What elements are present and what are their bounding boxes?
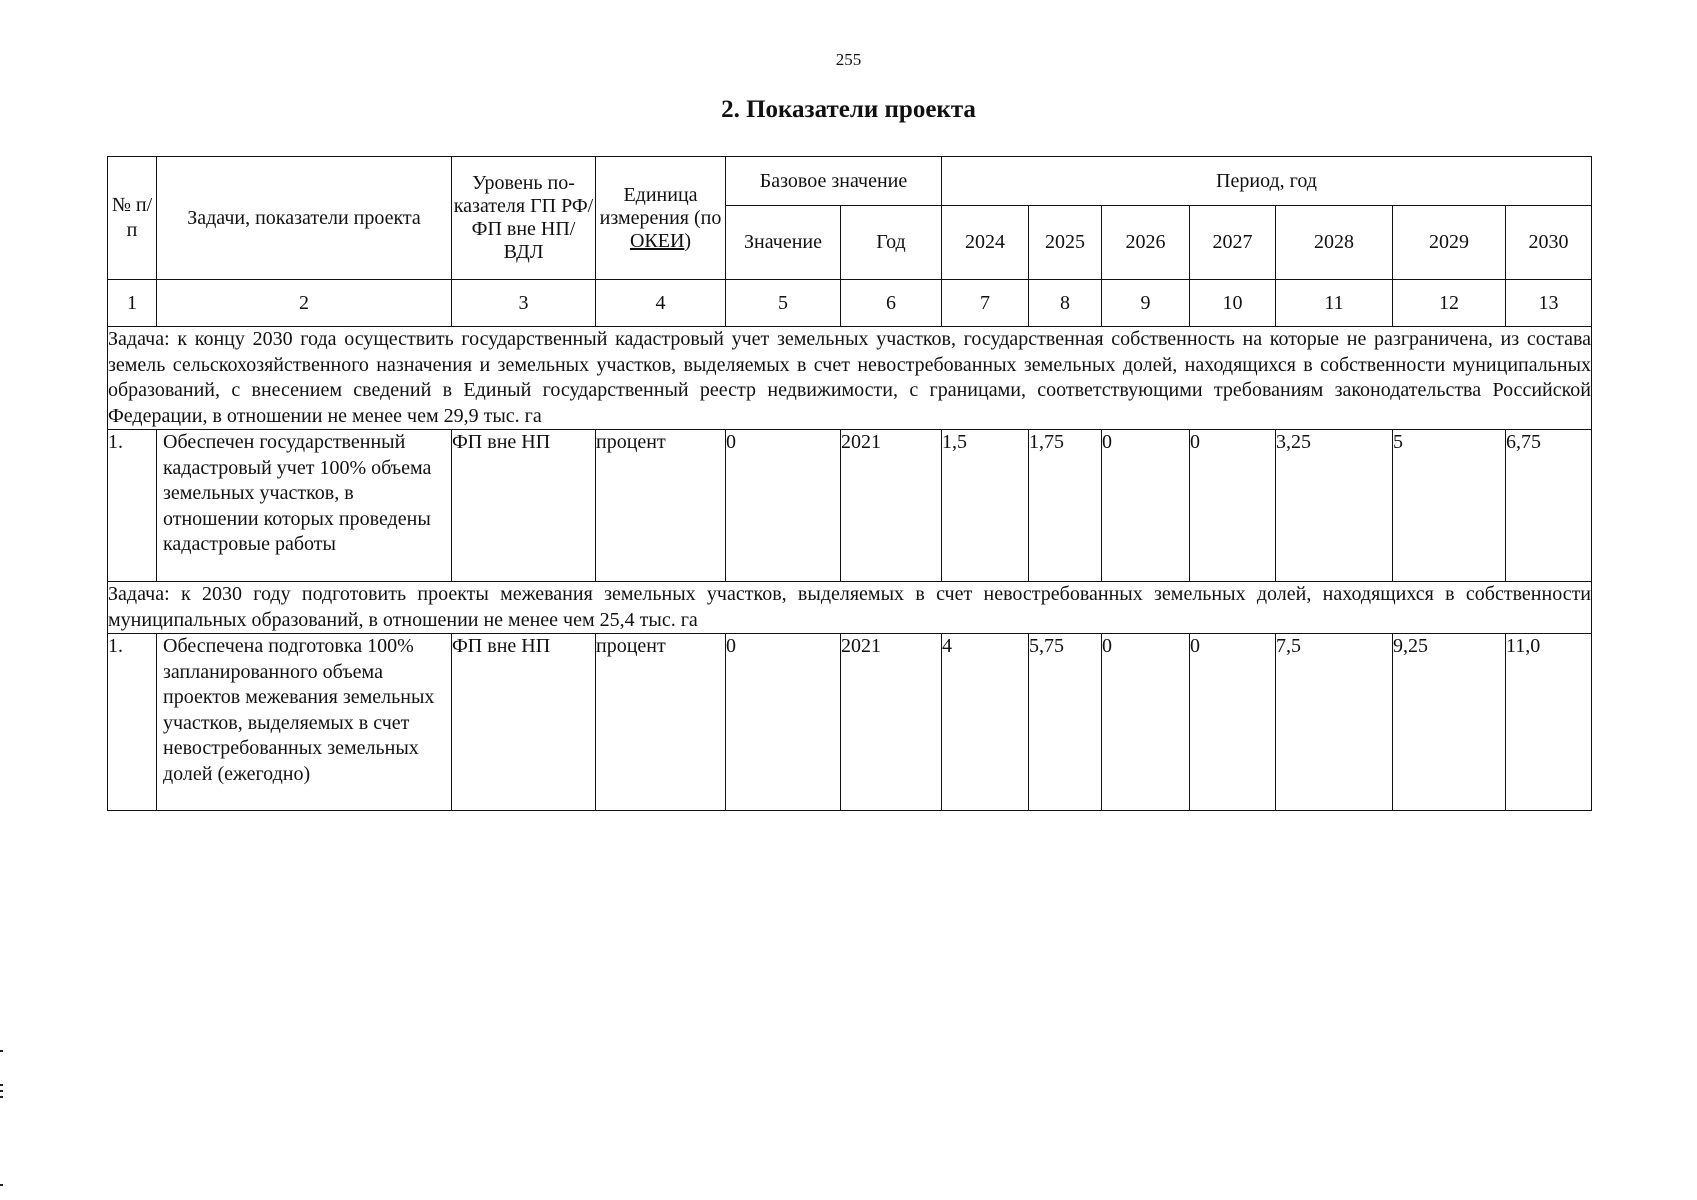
year-value: 1,5 [942, 430, 1029, 582]
indicator-unit: процент [596, 634, 726, 811]
year-value: 11,0 [1506, 634, 1592, 811]
page-title: 2. Показатели проекта [721, 96, 976, 123]
base-year: 2021 [841, 634, 942, 811]
row-num: 1. [108, 430, 157, 582]
header-base-value: Значение [726, 206, 841, 280]
header-year: 2028 [1276, 206, 1393, 280]
column-number: 4 [596, 280, 726, 327]
header-unit-prefix: Единица измерения (по [599, 183, 722, 229]
indicator-row [108, 634, 1592, 811]
base-value: 0 [726, 430, 841, 582]
year-value: 3,25 [1276, 430, 1393, 582]
header-year: 2029 [1393, 206, 1506, 280]
column-number: 7 [942, 280, 1029, 327]
indicator-level: ФП вне НП [452, 634, 596, 811]
base-value: 0 [726, 634, 841, 811]
year-value: 7,5 [1276, 634, 1393, 811]
indicator-row [108, 430, 1592, 582]
header-unit-suffix: ) [684, 229, 692, 252]
year-value: 0 [1190, 430, 1276, 582]
column-number: 12 [1393, 280, 1506, 327]
header-unit [596, 157, 726, 280]
column-number: 1 [108, 280, 157, 327]
task-row [108, 582, 1592, 634]
header-year: 2025 [1029, 206, 1102, 280]
year-value: 5,75 [1029, 634, 1102, 811]
column-number: 10 [1190, 280, 1276, 327]
year-value: 6,75 [1506, 430, 1592, 582]
indicator-name: Обеспечена подготовка 100% запланированного объема проектов межевания земельных участков, выделяемых в счет невостребованных земельных долей (ежегодно) [157, 634, 452, 811]
header-num: № п/п [108, 157, 157, 280]
header-period: Период, год [942, 157, 1592, 206]
year-value: 5 [1393, 430, 1506, 582]
year-value: 0 [1190, 634, 1276, 811]
header-year: 2030 [1506, 206, 1592, 280]
task-text: Задача: к 2030 году подготовить проекты межевания земельных участков, выделяемых в счет невостребованных земельных долей, находящихся в собственности муниципальных образований, в отношении не менее чем 25,4 тыс. га [108, 582, 1592, 634]
column-number: 5 [726, 280, 841, 327]
year-value: 4 [942, 634, 1029, 811]
column-number: 3 [452, 280, 596, 327]
row-num: 1. [108, 634, 157, 811]
column-number: 2 [157, 280, 452, 327]
column-number: 8 [1029, 280, 1102, 327]
indicator-unit: процент [596, 430, 726, 582]
indicators-table [107, 156, 1592, 811]
header-year: 2027 [1190, 206, 1276, 280]
column-number: 11 [1276, 280, 1393, 327]
header-level: Уровень показателя ГП РФ/ФП вне НП/ВДЛ [452, 157, 596, 280]
year-value: 0 [1102, 634, 1190, 811]
header-year: 2026 [1102, 206, 1190, 280]
base-year: 2021 [841, 430, 942, 582]
task-row [108, 327, 1592, 430]
year-value: 1,75 [1029, 430, 1102, 582]
task-text: Задача: к концу 2030 года осуществить государственный кадастровый учет земельных участков, государственная собственность на которые не разграничена, из состава земель сельскохозяйственного назначения и земельных участков, выделяемых в счет невостребованных земельных долей, находящихся в собственности муниципальных образований, с внесением сведений в Единый государственный реестр недвижимости, с границами, соответствующими требованиям законодательства Российской Федерации, в отношении не менее чем 29,9 тыс. га [108, 327, 1592, 430]
header-tasks: Задачи, показатели проекта [157, 157, 452, 280]
header-row-top [108, 157, 1592, 206]
okei-link[interactable]: ОКЕИ [629, 229, 685, 252]
column-number: 6 [841, 280, 942, 327]
year-value: 9,25 [1393, 634, 1506, 811]
column-number: 9 [1102, 280, 1190, 327]
column-number-row [108, 280, 1592, 327]
header-base: Базовое значение [726, 157, 942, 206]
page-number: 255 [835, 50, 862, 69]
header-year: 2024 [942, 206, 1029, 280]
indicator-level: ФП вне НП [452, 430, 596, 582]
header-base-year: Год [841, 206, 942, 280]
column-number: 13 [1506, 280, 1592, 327]
indicator-name: Обеспечен государственный кадастровый учет 100% объема земельных участков, в отношении которых проведены кадастровые работы [157, 430, 452, 582]
year-value: 0 [1102, 430, 1190, 582]
